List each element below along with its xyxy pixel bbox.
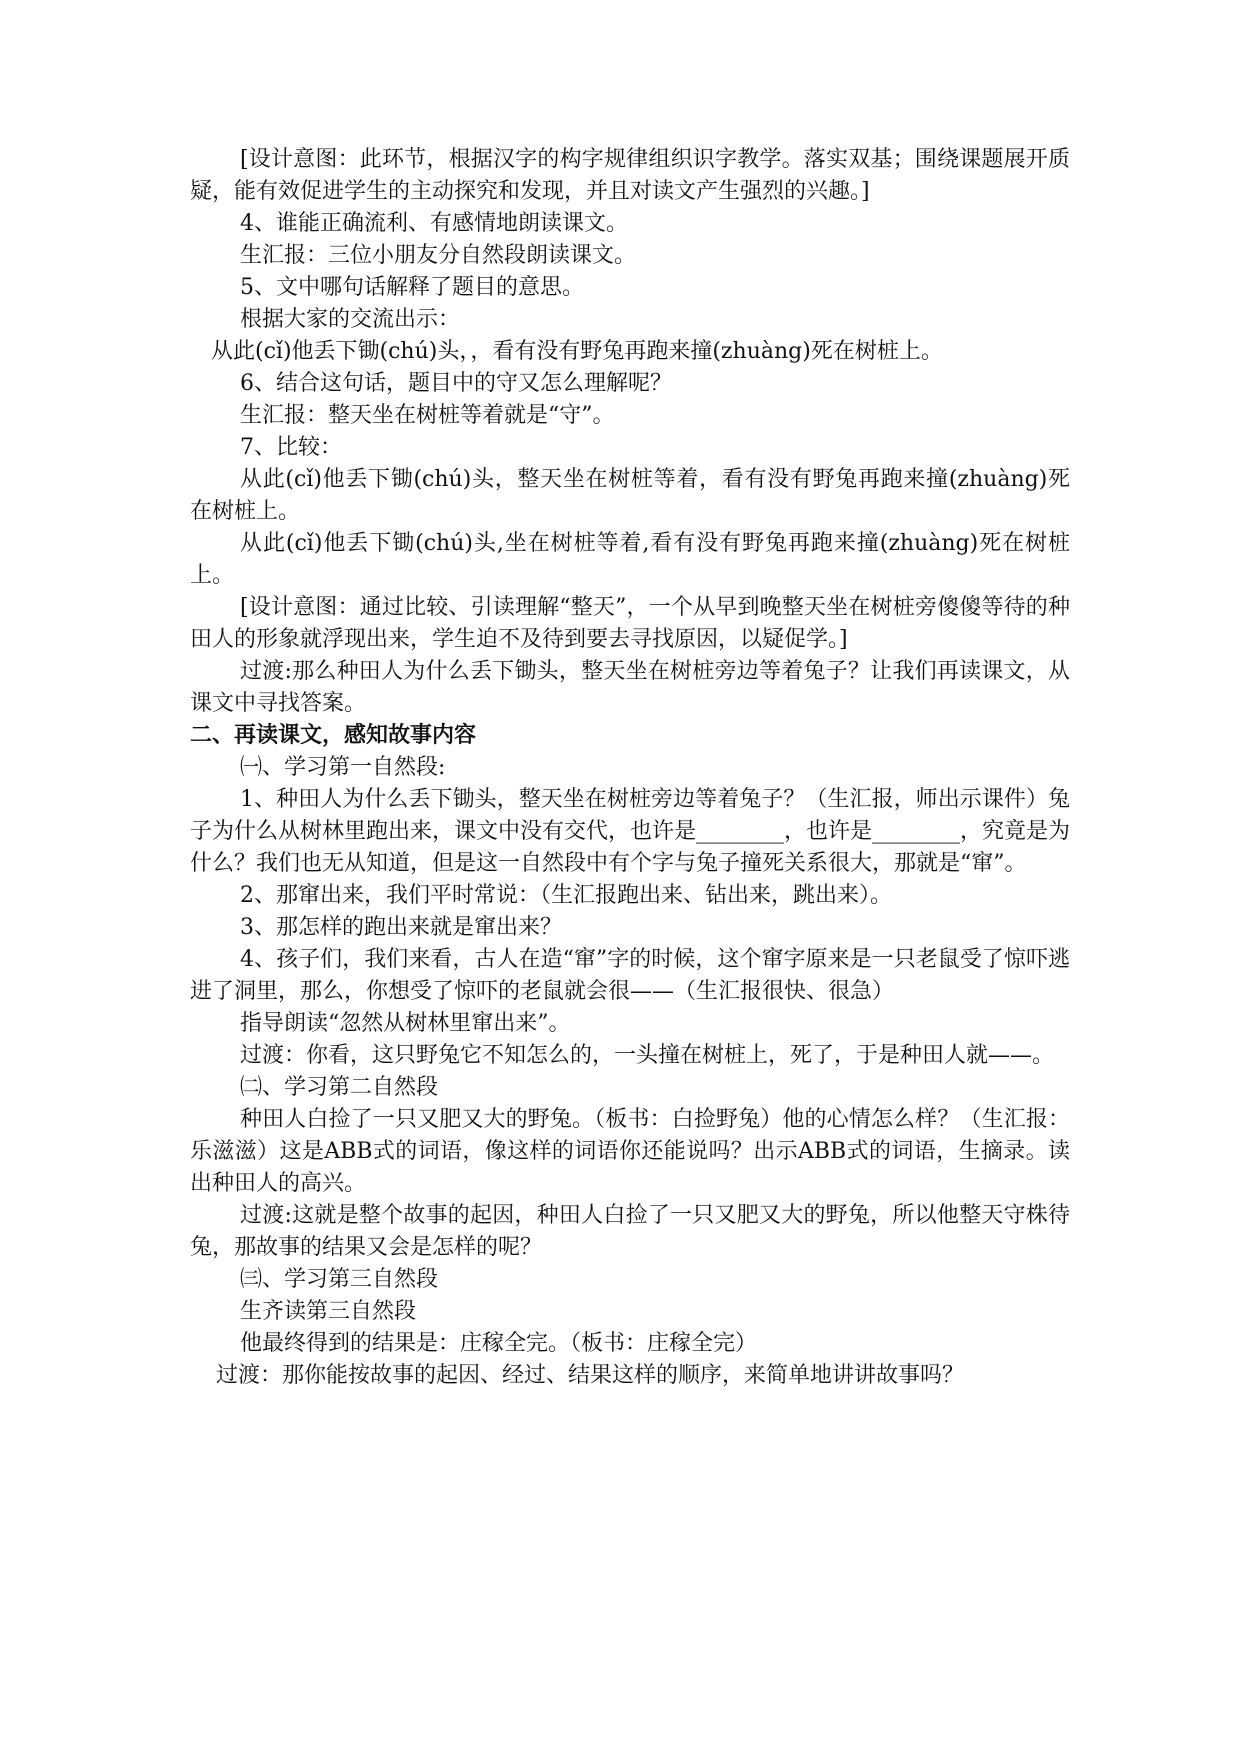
student-report-paragraph: 生汇报：三位小朋友分自然段朗读课文。 (240, 243, 637, 268)
step-6-paragraph: 6、结合这句话，题目中的守又怎么理解呢？ (240, 371, 672, 396)
transition-paragraph: 过渡：那你能按故事的起因、经过、结果这样的顺序，来简单地讲讲故事吗？ (216, 1363, 965, 1388)
design-intent-paragraph: [设计意图：通过比较、引读理解“整天”，一个从早到晚整天坐在树桩旁傻傻等待的种田人的形象就浮现出来，学生迫不及待到要去寻找原因，以疑促学。] (190, 595, 1070, 652)
comparison-sentence-paragraph: 从此(cǐ)他丢下锄(chú)头，整天坐在树桩等着，看有没有野兔再跑来撞(zhuàng)死在树桩上。 (190, 467, 1070, 524)
design-intent-paragraph: [设计意图：此环节，根据汉字的构字规律组织识字教学。落实双基；围绕课题展开质疑，能有效促进学生的主动探究和发现，并且对读文产生强烈的兴趣。] (190, 147, 1070, 204)
group-reading-paragraph: 生齐读第三自然段 (240, 1299, 417, 1324)
question-3-paragraph: 3、那怎样的跑出来就是窜出来？ (240, 915, 562, 940)
question-1-paragraph: 1、种田人为什么丢下锄头，整天坐在树桩旁边等着兔子？（生汇报，师出示课件）兔子为什么从树林里跑出来，课文中没有交代，也许是________，也许是________，究竟是为什么？我们也无从知道，但是这一自然段中有个字与兔子撞死关系很大，那就是“窜”。 (190, 787, 1071, 876)
subsection-heading: ㈡、学习第二自然段 (240, 1075, 439, 1100)
transition-paragraph: 过渡：你看，这只野兔它不知怎么的，一头撞在树桩上，死了，于是种田人就——。 (240, 1043, 1055, 1068)
document-body (190, 144, 1070, 1392)
transition-paragraph: 过渡:那么种田人为什么丢下锄头，整天坐在树桩旁边等着兔子？让我们再读课文，从课文中寻找答案。 (190, 659, 1070, 716)
step-5-paragraph: 5、文中哪句话解释了题目的意思。 (240, 275, 584, 300)
question-2-paragraph: 2、那窜出来，我们平时常说：（生汇报跑出来、钻出来，跳出来）。 (240, 883, 892, 908)
subsection-heading: ㈠、学习第一自然段: (240, 755, 446, 780)
step-7-paragraph: 7、比较： (240, 435, 342, 460)
section-heading: 二、再读课文，感知故事内容 (190, 723, 477, 748)
comparison-sentence-paragraph: 从此(cǐ)他丢下锄(chú)头,坐在树桩等着,看有没有野兔再跑来撞(zhuàng)死在树桩上。 (190, 531, 1070, 588)
paragraph-two-body: 种田人白捡了一只又肥又大的野兔。（板书：白捡野兔）他的心情怎么样？（生汇报：乐滋滋）这是ABB式的词语，像这样的词语你还能说吗？出示ABB式的词语，生摘录。读出种田人的高兴。 (190, 1107, 1070, 1196)
display-intro-paragraph: 根据大家的交流出示： (240, 307, 461, 332)
subsection-heading: ㈢、学习第三自然段 (240, 1267, 439, 1292)
result-paragraph: 他最终得到的结果是：庄稼全完。（板书：庄稼全完） (240, 1331, 758, 1356)
question-4-paragraph: 4、孩子们，我们来看，古人在造“窜”字的时候，这个窜字原来是一只老鼠受了惊吓逃进了洞里，那么，你想受了惊吓的老鼠就会很——（生汇报很快、很急） (190, 947, 1070, 1004)
student-report-paragraph: 生汇报：整天坐在树桩等着就是“守”。 (240, 403, 615, 428)
key-sentence-paragraph: 从此(cǐ)他丢下锄(chú)头，，看有没有野兔再跑来撞(zhuàng)死在树桩上。 (211, 339, 943, 364)
transition-paragraph: 过渡:这就是整个故事的起因，种田人白捡了一只又肥又大的野兔，所以他整天守株待兔，那故事的结果又会是怎样的呢？ (190, 1203, 1070, 1260)
step-4-paragraph: 4、谁能正确流利、有感情地朗读课文。 (240, 211, 628, 236)
reading-guide-paragraph: 指导朗读“忽然从树林里窜出来”。 (240, 1011, 571, 1036)
